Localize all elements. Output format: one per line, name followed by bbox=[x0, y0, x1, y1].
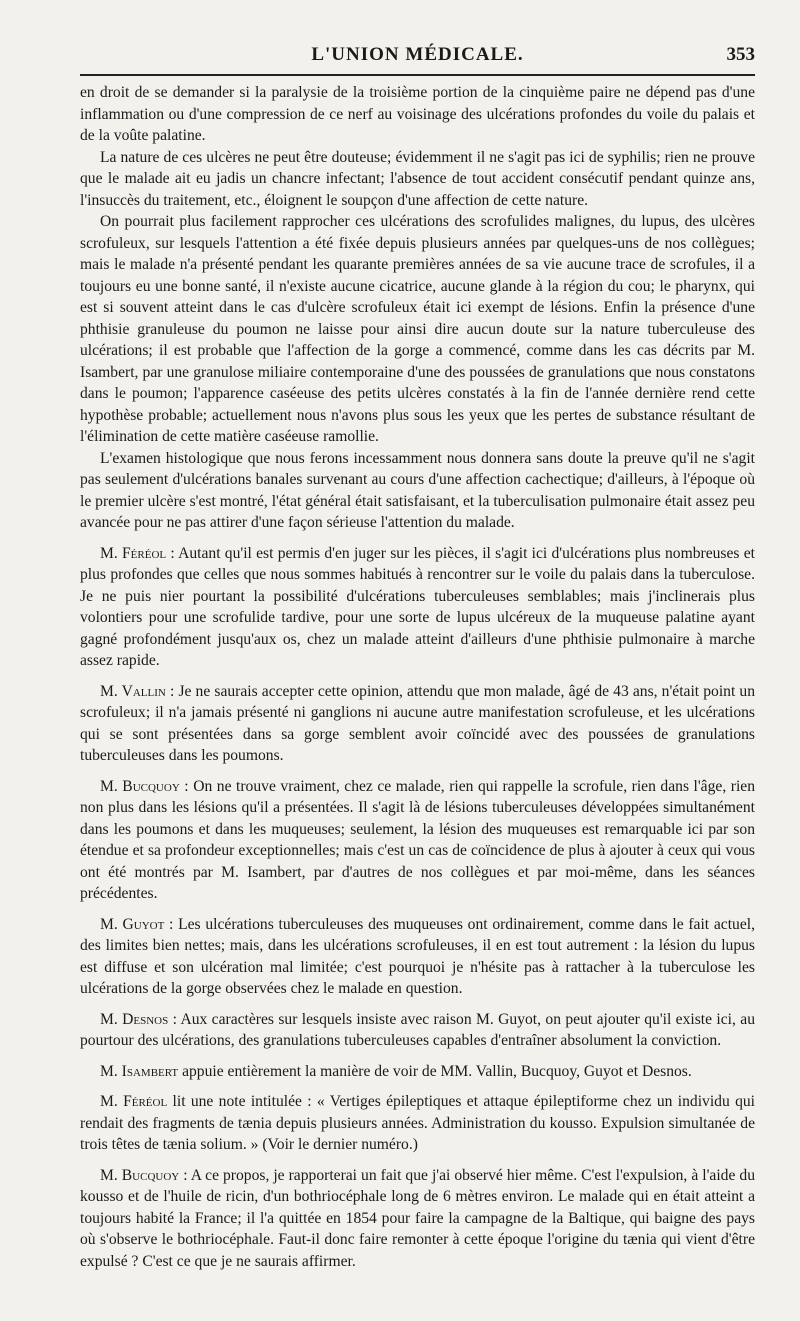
speaker-paragraph: M. Féréol lit une note intitulée : « Vertiges épileptiques et attaque épileptiforme chez un individu qui rendait des fragments de tænia depuis plusieurs années. Administration du kousso. Expulsion simultanée de trois têtes de tænia solium. » (Voir le dernier numéro.) bbox=[80, 1093, 756, 1153]
paragraph: La nature de ces ulcères ne peut être douteuse; évidemment il ne s'agit pas ici de syphilis; rien ne prouve que le malade ait eu jadis un chancre infectant; l'absence de tout accident consécutif pendant quinze ans, l'insuccès du traitement, etc., éloignent le soupçon d'une affection de cette nature. bbox=[80, 148, 755, 209]
speaker-paragraph: M. Bucquoy : A ce propos, je rapporterai un fait que j'ai observé hier même. C'est l'expulsion, à l'aide du kousso et de l'huile de ricin, d'un bothriocéphale long de 6 mètres environ. Le malade qui en était atteint a toujours habité la France; il l'a quittée en 1854 pour faire la campagne de la Baltique, qui baigne des pays où s'observe le bothriocéphale. Faut-il donc faire remonter à cette époque l'origine du tænia qui vient d'être expulsé ? C'est ce que je ne saurais affirmer. bbox=[80, 1166, 755, 1270]
running-header bbox=[80, 40, 755, 76]
article-body bbox=[80, 82, 755, 1272]
speaker-name: M. Féréol bbox=[100, 1093, 168, 1110]
page-number: 353 bbox=[726, 44, 755, 65]
paragraph: en droit de se demander si la paralysie de la troisième portion de la cinquième paire ne dépend pas d'une inflammation ou d'une compression de ce nerf au voisinage des ulcérations profondes du voile du palais et de la voûte palatine. bbox=[80, 84, 755, 144]
speaker-name: M. Vallin : bbox=[100, 682, 175, 700]
speaker-paragraph: M. Féréol : Autant qu'il est permis d'en juger sur les pièces, il s'agit ici d'ulcérations plus nombreuses et plus profondes que celles que nous sommes habitués à rencontrer sur le voile du palais dans la tuberculose. Je ne puis nier pourtant la possibilité d'ulcérations tuberculeuses semblables; mais j'inclinerais plus volontiers pour une scrofulide tardive, pour une sorte de lupus ulcéreux de la muqueuse palatine ayant gagné profondément jusqu'aux os, chez un malade atteint d'ailleurs d'une phthisie pulmonaire à marche assez rapide. bbox=[80, 544, 755, 669]
speaker-paragraph: M. Isambert appuie entièrement la manière de voir de MM. Vallin, Bucquoy, Guyot et Desnos. bbox=[100, 1062, 692, 1080]
speaker-name: M. Guyot : bbox=[100, 915, 174, 933]
journal-title: L'UNION MÉDICALE. bbox=[311, 44, 524, 65]
speaker-paragraph: M. Guyot : Les ulcérations tuberculeuses des muqueuses ont ordinairement, comme dans le fait actuel, des limites bien nettes; mais, dans les ulcérations scrofuleuses, il en est tout autrement : la lésion du lupus est diffuse et son ulcération mal limitée; c'est pourquoi je n'hésite pas à rattacher à la tuberculose les ulcérations de la gorge observées chez le malade en question. bbox=[80, 915, 755, 997]
speaker-name: M. Isambert bbox=[100, 1062, 179, 1080]
page bbox=[80, 40, 755, 1272]
speaker-name: M. Féréol : bbox=[100, 544, 175, 562]
paragraph: L'examen histologique que nous ferons incessamment nous donnera sans doute la preuve qu'il ne s'agit pas seulement d'ulcérations banales survenant au cours d'une affection cachectique; d'ailleurs, à l'époque où le premier ulcère s'est montré, l'état général était satisfaisant, et la tuberculisation pulmonaire était assez peu avancée pour ne pas attirer d'une façon sérieuse l'attention du malade. bbox=[80, 449, 755, 531]
speaker-paragraph: M. Bucquoy : On ne trouve vraiment, chez ce malade, rien qui rappelle la scrofule, rien dans l'âge, rien non plus dans les lésions qu'il a présentées. Il s'agit là de lésions tuberculeuses développées simultanément dans les poumons et dans les muqueuses; seulement, la lésion des muqueuses est remarquable ici par son étendue et sa profondeur exceptionnelles; mais c'est un cas de coïncidence de plus à ajouter à ceux qui vous ont été montrés par M. Isambert, par d'autres de nos collègues et par moi-même, dans les séances précédentes. bbox=[80, 777, 756, 902]
speaker-name: M. Desnos : bbox=[100, 1010, 177, 1028]
speaker-name: M. Bucquoy : bbox=[100, 777, 189, 795]
speaker-paragraph: M. Desnos : Aux caractères sur lesquels insiste avec raison M. Guyot, on peut ajouter qu'il existe ici, au pourtour des ulcérations, des granulations tuberculeuses capables d'entraîner absolument la conviction. bbox=[80, 1010, 755, 1049]
speaker-paragraph: M. Vallin : Je ne saurais accepter cette opinion, attendu que mon malade, âgé de 43 ans, n'était point un scrofuleux; il n'a jamais présenté ni ganglions ni aucune autre manifestation scrofuleuse, et les ulcérations qui se sont présentées dans sa gorge semblent avoir coïncidé avec des poussées de granulations tuberculeuses dans les poumons. bbox=[80, 682, 756, 764]
paragraph: On pourrait plus facilement rapprocher ces ulcérations des scrofulides malignes, du lupus, des ulcères scrofuleux, sur lesquels l'attention a été fixée depuis plusieurs années par quelques-uns de nos collègues; mais le malade n'a présenté pendant les quarante premières années de sa vie aucune trace de scrofules, il a toujours eu une bonne santé, il n'existe aucune cicatrice, aucune glande à la région du cou; le pharynx, qui est si souvent atteint dans le cas d'ulcère scrofuleux était ici exempt de lésions. Enfin la présence d'une phthisie granuleuse du poumon ne laisse pour ainsi dire aucun doute sur la nature tuberculeuse des ulcérations; il est probable que l'affection de la gorge a commencé, comme dans les cas décrits par M. Isambert, par une granulose miliaire contemporaine d'une des poussées de granulations que nous constatons dans le poumon; l'apparence caséeuse des petits ulcères constatés à la fin de l'année dernière rend cette hypothèse probable; actuellement nous n'avons plus sous les yeux que les pertes de substance résultant de l'élimination de cette matière caséeuse ramollie. bbox=[80, 213, 755, 445]
speaker-name: M. Bucquoy : bbox=[100, 1166, 188, 1184]
